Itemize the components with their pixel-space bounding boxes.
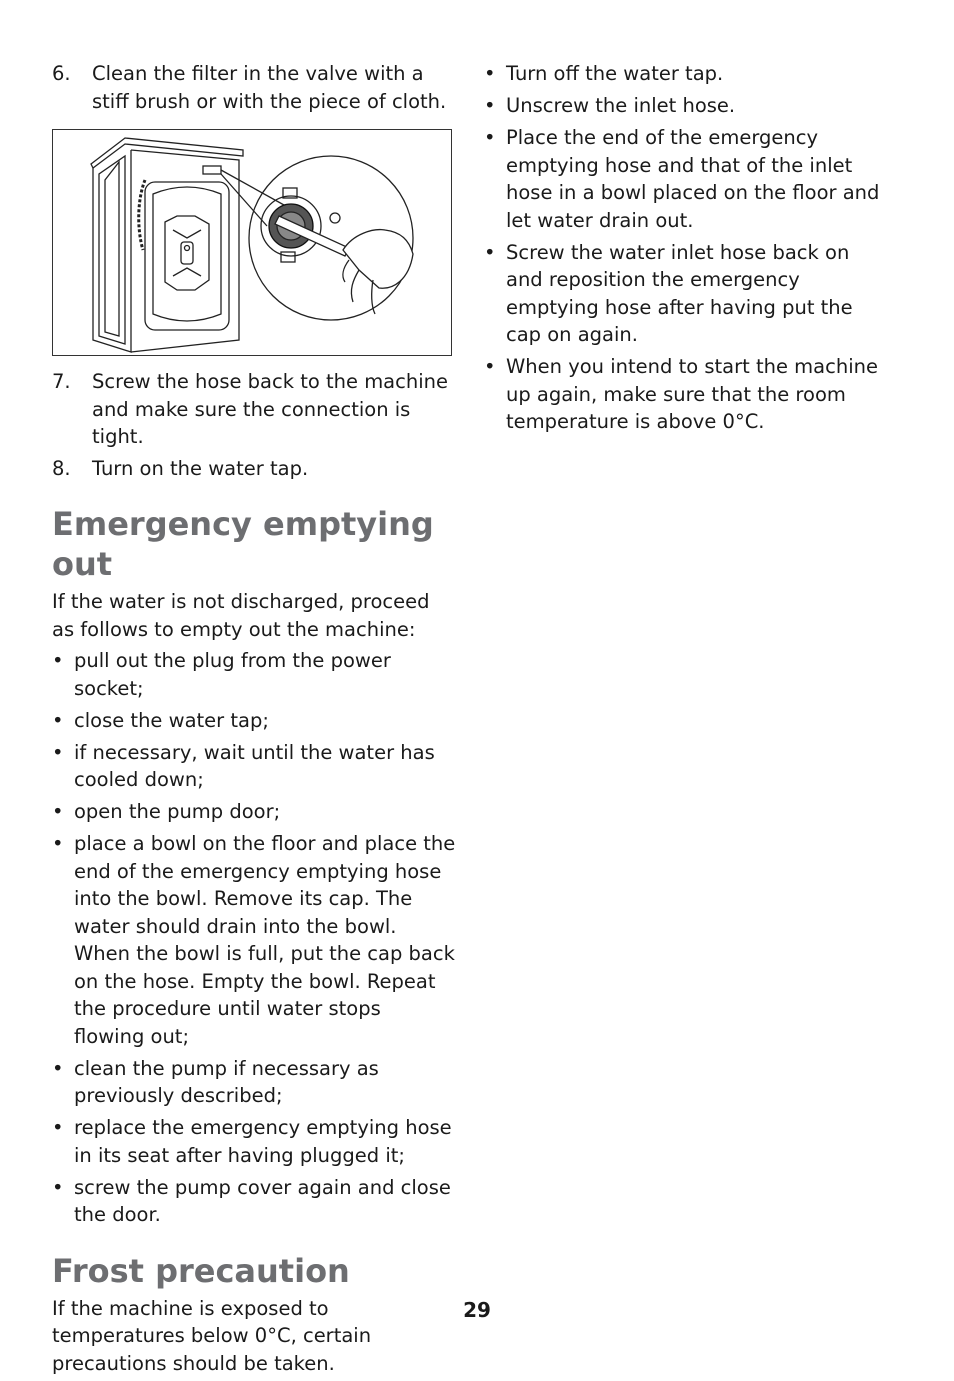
list-item: • Screw the water inlet hose back on and reposition the emergency emptying hose after having put the cap on again. — [484, 239, 884, 349]
filter-cleaning-illustration — [52, 129, 452, 356]
left-column — [52, 60, 457, 1381]
list-item: • open the pump door; — [52, 798, 457, 826]
step-8 — [52, 455, 457, 483]
list-item: • pull out the plug from the power socket; — [52, 647, 457, 702]
list-item: • replace the emergency emptying hose in its seat after having plugged it; — [52, 1114, 457, 1169]
list-item: • close the water tap; — [52, 707, 457, 735]
step-number: 7. — [52, 370, 71, 393]
frost-heading: Frost precaution — [52, 1251, 350, 1290]
step-6 — [52, 60, 457, 115]
washing-machine-illustration — [53, 130, 451, 355]
emergency-bullet-list — [52, 647, 457, 1229]
emergency-intro: If the water is not discharged, proceed as follows to empty out the machine: — [52, 590, 430, 641]
frost-bullet-list — [484, 60, 884, 436]
step-text: Screw the hose back to the machine and make sure the connection is tight. — [92, 370, 448, 448]
step-text: Turn on the water tap. — [92, 456, 309, 480]
list-item: • screw the pump cover again and close the door. — [52, 1174, 457, 1229]
list-item: • Place the end of the emergency emptying hose and that of the inlet hose in a bowl placed on the floor and let water drain out. — [484, 124, 884, 234]
page-number: 29 — [463, 1298, 491, 1322]
step-number: 6. — [52, 62, 71, 85]
list-item: • Turn off the water tap. — [484, 60, 884, 88]
steps-list-top — [52, 60, 457, 115]
step-7 — [52, 368, 457, 451]
emergency-heading: Emergency emptying out — [52, 505, 434, 583]
step-text: Clean the filter in the valve with a stiff brush or with the piece of cloth. — [92, 62, 447, 113]
list-item: • Unscrew the inlet hose. — [484, 92, 884, 120]
list-item: • When you intend to start the machine up again, make sure that the room temperature is above 0°C. — [484, 353, 884, 436]
list-item: • place a bowl on the floor and place the end of the emergency emptying hose into the bowl. Remove its cap. The water should drain into the bowl. When the bowl is full, put the cap back on the hose. Empty the bowl. Repeat the procedure until water stops flowing out; — [52, 830, 457, 1050]
steps-list-after — [52, 368, 457, 482]
step-number: 8. — [52, 456, 71, 480]
list-item: • if necessary, wait until the water has cooled down; — [52, 739, 457, 794]
list-item: • clean the pump if necessary as previously described; — [52, 1055, 457, 1110]
frost-intro: If the machine is exposed to temperatures below 0°C, certain precautions should be taken. — [52, 1296, 372, 1375]
right-column — [484, 60, 884, 440]
